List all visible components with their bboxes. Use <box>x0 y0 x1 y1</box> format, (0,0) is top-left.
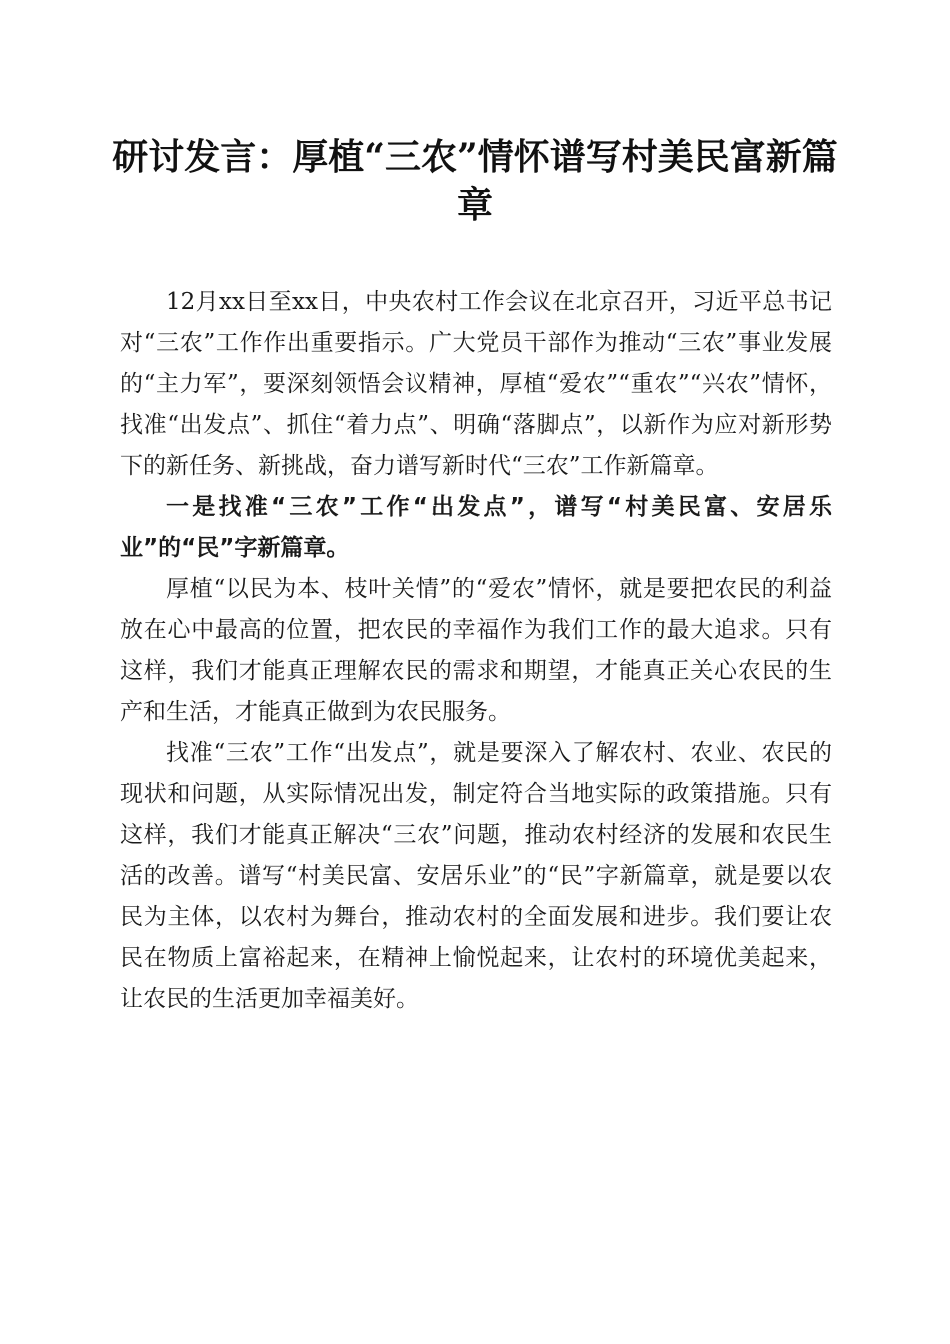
document-title: 研讨发言：厚植“三农”情怀谱写村美民富新篇章 <box>112 136 838 226</box>
document-body <box>120 282 832 1020</box>
body-paragraph: 厚植“以民为本、枝叶关情”的“爱农”情怀，就是要把农民的利益放在心中最高的位置，把农民的幸福作为我们工作的最大追求。只有这样，我们才能真正理解农民的需求和期望，才能真正关心农民的生产和生活，才能真正做到为农民服务。 <box>120 576 832 725</box>
intro-paragraph: 12月xx日至xx日，中央农村工作会议在北京召开，习近平总书记对“三农”工作作出重要指示。广大党员干部作为推动“三农”事业发展的“主力军”，要深刻领悟会议精神，厚植“爱农”“重农”“兴农”情怀，找准“出发点”、抓住“着力点”、明确“落脚点”，以新作为应对新形势下的新任务、新挑战，奋力谱写新时代“三农”工作新篇章。 <box>120 289 832 479</box>
body-paragraph: 找准“三农”工作“出发点”，就是要深入了解农村、农业、农民的现状和问题，从实际情况出发，制定符合当地实际的政策措施。只有这样，我们才能真正解决“三农”问题，推动农村经济的发展和农民生活的改善。谱写“村美民富、安居乐业”的“民”字新篇章，就是要以农民为主体，以农村为舞台，推动农村的全面发展和进步。我们要让农民在物质上富裕起来，在精神上愉悦起来，让农村的环境优美起来，让农民的生活更加幸福美好。 <box>120 740 832 1012</box>
section-heading-1: 一是找准“三农”工作“出发点”，谱写“村美民富、安居乐业”的“民”字新篇章。 <box>120 494 832 561</box>
